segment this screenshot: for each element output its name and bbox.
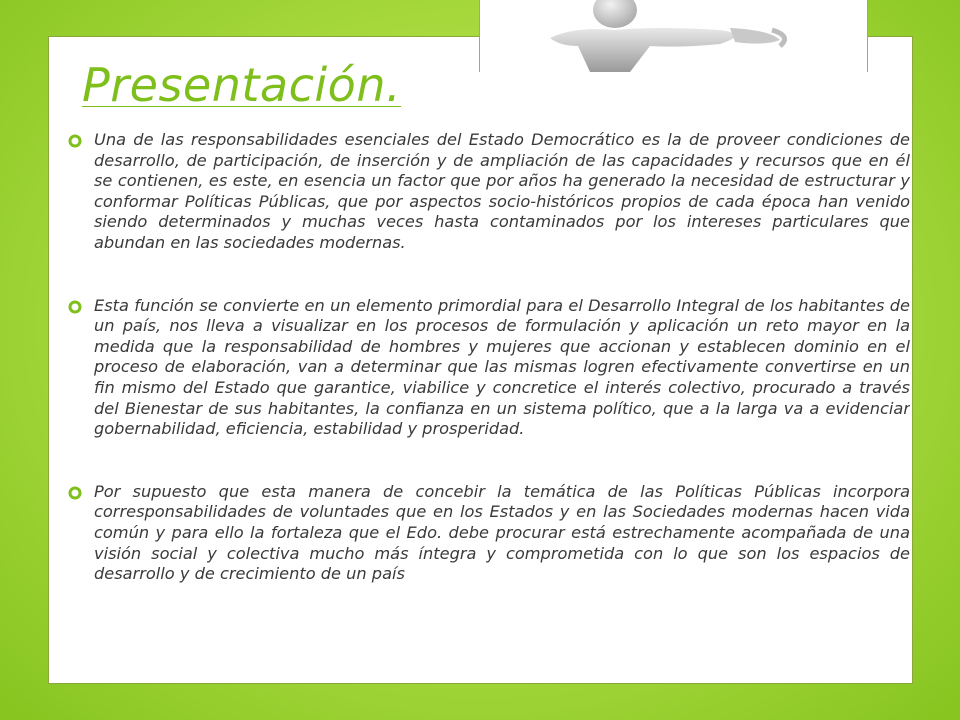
paragraph-3 (66, 482, 910, 585)
header-image (479, 0, 868, 72)
paragraph-1 (66, 130, 910, 254)
paragraph-text: Una de las responsabilidades esenciales del Estado Democrático es la de proveer condiciones de desarrollo, de participación, de inserción y de ampliación de las capacidades y recursos que en él se contienen, es este, en esencia un factor que por años ha generado la necesidad de estructurar y conformar Políticas Públicas, que por aspectos socio-históricos propios de cada época han venido siendo determinados y muchas veces hasta contaminados por los intereses particulares que abundan en las sociedades modernas. (94, 130, 910, 252)
paragraph-2 (66, 296, 910, 440)
page-title: Presentación. (82, 58, 402, 112)
circle-bullet-icon (68, 300, 82, 314)
circle-bullet-icon (68, 486, 82, 500)
paragraph-text: Por supuesto que esta manera de concebir la temática de las Políticas Públicas incorpora corresponsabilidades de voluntades que en los Estados y en las Sociedades modernas hacen vida común y para ello la fortaleza que el Edo. debe procurar está estrechamente acompañada de una visión social y colectiva mucho más íntegra y comprometida con lo que son los espacios de desarrollo y de crecimiento de un país (94, 481, 910, 584)
person-figure-icon (480, 0, 867, 72)
paragraph-text: Esta función se convierte en un elemento primordial para el Desarrollo Integral de los habitantes de un país, nos lleva a visualizar en los procesos de formulación y aplicación un reto mayor en la medida que la responsabilidad de hombres y mujeres que accionan y establecen dominio en el proceso de elaboración, van a determinar que las mismas logren efectivamente convertirse en un fin mismo del Estado que garantice, viabilice y concretice el interés colectivo, procurado a través del Bienestar de sus habitantes, la confianza en un sistema político, que a la larga va a evidenciar gobernabilidad, eficiencia, estabilidad y prosperidad. (94, 295, 910, 439)
circle-bullet-icon (68, 134, 82, 148)
content-body (66, 130, 910, 720)
